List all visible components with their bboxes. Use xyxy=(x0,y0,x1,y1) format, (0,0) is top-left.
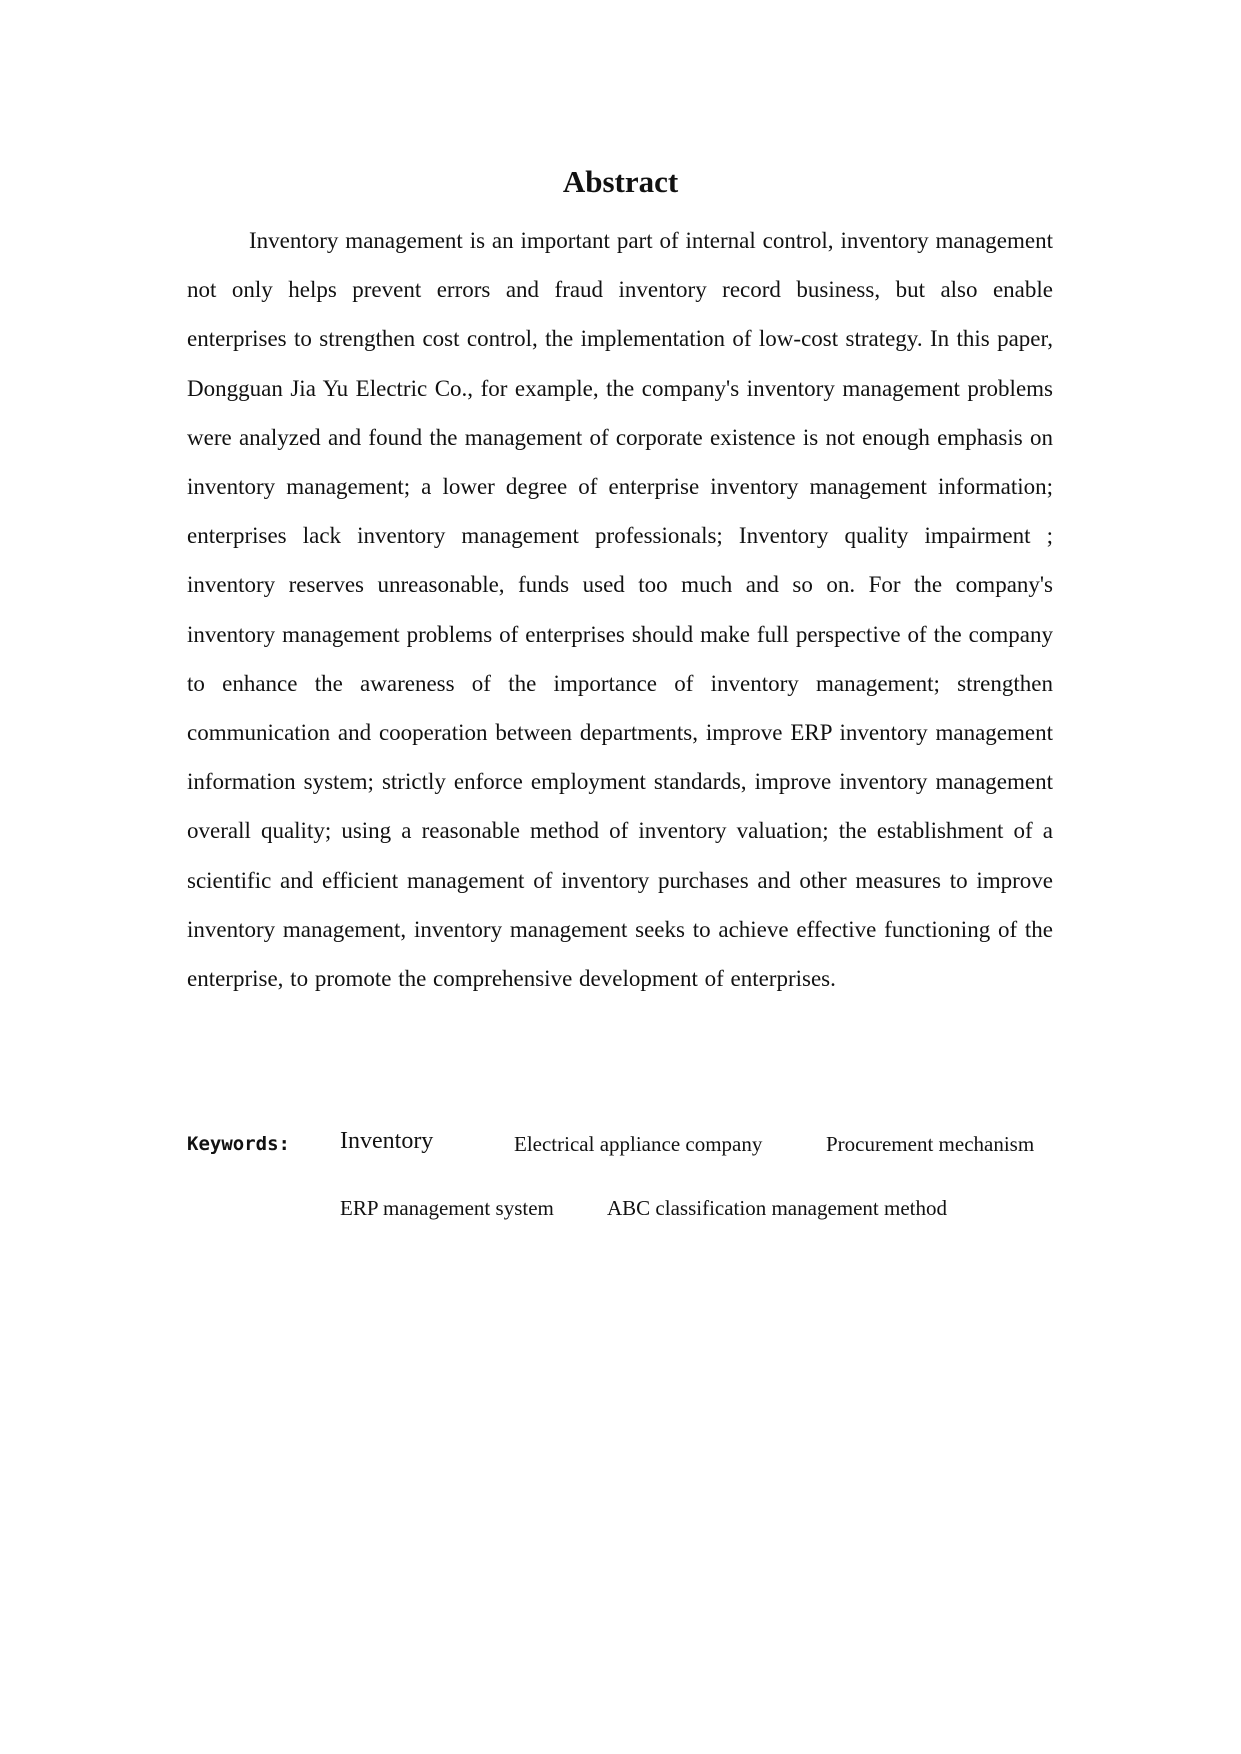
page-title: Abstract xyxy=(562,164,679,199)
keyword-item: Procurement mechanism xyxy=(826,1132,1035,1156)
keyword-item: Electrical appliance company xyxy=(514,1132,763,1156)
keyword-item: ERP management system xyxy=(340,1196,554,1220)
abstract-paragraph: Inventory management is an important part of internal control, inventory management not only helps prevent errors and fraud inventory record business, but also enable enterprises to strengthen cost control, the implementation of low-cost strategy. In this paper, Dongguan Jia Yu Electric Co., for example, the company's inventory management problems were analyzed and found the management of corporate existence is not enough emphasis on inventory management; a lower degree of enterprise inventory management information; enterprises lack inventory management professionals; Inventory quality impairment ; inventory reserves unreasonable, funds used too much and so on. For the company's inventory management problems of enterprises should make full perspective of the company to enhance the awareness of the importance of inventory management; strengthen communication and cooperation between departments, improve ERP inventory management information system; strictly enforce employment standards, improve inventory management overall quality; using a reasonable method of inventory valuation; the establishment of a scientific and efficient management of inventory purchases and other measures to improve inventory management, inventory management seeks to achieve effective functioning of the enterprise, to promote the comprehensive development of enterprises. xyxy=(187,228,1053,992)
keyword-item: Inventory xyxy=(340,1128,434,1154)
keyword-item: ABC classification management method xyxy=(607,1196,947,1220)
keywords-label: Keywords: xyxy=(187,1133,290,1155)
